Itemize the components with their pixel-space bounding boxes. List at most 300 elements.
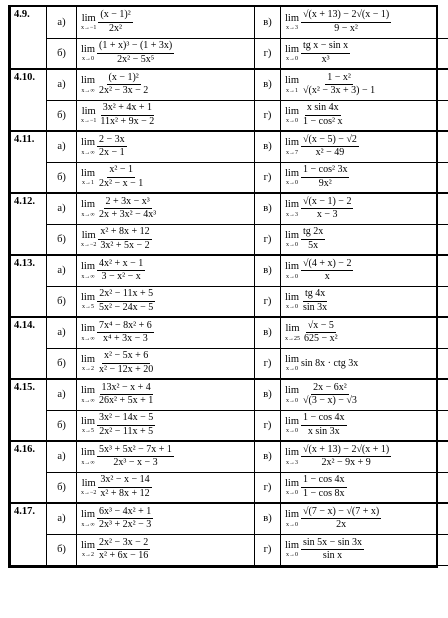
expression-cell	[77, 410, 255, 441]
lim-word: lim	[81, 447, 96, 458]
denominator: 1 − cos² x	[303, 115, 343, 127]
item-label: а)	[47, 131, 77, 162]
limit-expression	[77, 535, 254, 565]
numerator: 4x² + x − 1	[97, 259, 145, 272]
limit-operator	[81, 386, 95, 404]
problem-row	[11, 317, 448, 348]
item-label: а)	[47, 503, 77, 534]
item-label: б)	[47, 348, 77, 379]
denominator: 2x² − 3x − 2	[99, 85, 149, 97]
item-label: в)	[255, 379, 281, 410]
numerator: √x − 5	[306, 321, 336, 334]
denominator: 9 − x²	[334, 22, 358, 34]
lim-word: lim	[81, 261, 96, 272]
problem-group	[11, 379, 448, 441]
limit-approach: x→0	[286, 273, 298, 280]
limit-expression	[281, 287, 448, 317]
fraction	[301, 135, 359, 159]
limit-approach: x→−2	[81, 490, 97, 496]
limit-approach: x→25	[285, 335, 300, 342]
lim-word: lim	[81, 415, 96, 427]
numerator: 3x² − x − 14	[98, 475, 151, 488]
limit-expression	[281, 163, 448, 193]
limit-operator	[285, 169, 299, 187]
denominator: 625 − x²	[304, 333, 338, 345]
lim-word: lim	[285, 385, 300, 396]
problem-group	[11, 131, 448, 193]
item-label: а)	[47, 317, 77, 348]
item-label: б)	[47, 38, 77, 69]
denominator: 1 − cos 8x	[303, 487, 345, 499]
limit-operator	[285, 355, 299, 373]
fraction	[97, 135, 127, 159]
item-label: а)	[47, 255, 77, 286]
limit-approach: x→0	[286, 304, 298, 310]
denominator: 26x² + 5x + 1	[99, 395, 154, 407]
denominator: 2x + 3x² − 4x³	[99, 209, 157, 221]
problem-row	[11, 534, 448, 565]
fraction	[97, 165, 145, 189]
lim-word: lim	[285, 137, 300, 148]
limit-body: sin 8x · ctg 3x	[301, 357, 359, 369]
problem-number: 4.16.	[11, 441, 47, 503]
lim-word: lim	[285, 261, 300, 272]
fraction	[301, 445, 391, 469]
numerator: 1 − x²	[325, 73, 353, 86]
item-label: а)	[47, 193, 77, 224]
limit-expression	[77, 70, 254, 100]
problem-number: 4.17.	[11, 503, 47, 565]
limit-approach: x→0	[286, 521, 298, 528]
lim-word: lim	[81, 539, 96, 551]
limit-approach: x→∞	[81, 211, 95, 218]
limit-operator	[81, 200, 95, 218]
numerator: tg x − sin x	[301, 41, 350, 54]
fraction	[97, 538, 150, 562]
expression-cell	[281, 472, 448, 503]
lim-word: lim	[285, 539, 300, 551]
fraction	[98, 227, 151, 251]
limit-operator	[81, 417, 95, 435]
denominator: √(3 − x) − √3	[303, 395, 357, 407]
item-label: а)	[47, 441, 77, 472]
lim-word: lim	[285, 229, 300, 241]
limit-expression	[281, 7, 448, 38]
numerator: 1 − cos² 3x	[301, 165, 349, 178]
expression-cell	[281, 503, 448, 534]
lim-word: lim	[285, 447, 300, 458]
fraction	[301, 103, 344, 127]
fraction	[97, 73, 150, 97]
limit-expression	[77, 380, 254, 410]
denominator: 2x	[336, 519, 347, 531]
limit-expression	[281, 349, 448, 379]
limit-expression	[281, 39, 448, 69]
fraction	[301, 259, 353, 283]
lim-word: lim	[81, 477, 96, 489]
lim-word: lim	[285, 199, 300, 210]
item-label: б)	[47, 534, 77, 565]
item-label: б)	[47, 472, 77, 503]
numerator: √(4 + x) − 2	[301, 259, 353, 272]
numerator: 2 + 3x − x³	[104, 197, 152, 210]
item-label: а)	[47, 69, 77, 100]
denominator: x² − 12x + 20	[99, 363, 154, 375]
problem-group	[11, 69, 448, 131]
expression-cell	[77, 472, 255, 503]
numerator: √(7 − x) − √(7 + x)	[301, 507, 381, 520]
problem-number: 4.10.	[11, 69, 47, 131]
fraction	[97, 351, 155, 375]
limit-expression	[281, 473, 448, 503]
problem-row	[11, 441, 448, 472]
limit-approach: x→3	[286, 25, 298, 31]
denominator: sin 3x	[303, 301, 328, 313]
limit-approach: x→−1	[81, 25, 97, 31]
limit-approach: x→0	[286, 242, 298, 248]
denominator: 2x² − 5x⁵	[117, 53, 155, 65]
expression-cell	[77, 131, 255, 162]
lim-word: lim	[81, 291, 96, 303]
expression-cell	[77, 38, 255, 69]
numerator: 5x³ + 5x² − 7x + 1	[97, 445, 174, 458]
lim-word: lim	[285, 105, 300, 117]
expression-cell	[281, 317, 448, 348]
item-label: г)	[255, 162, 281, 193]
limit-operator	[81, 479, 96, 497]
problem-number: 4.9.	[11, 7, 47, 69]
limit-approach: x→∞	[81, 397, 95, 404]
lim-word: lim	[81, 509, 96, 520]
fraction	[301, 227, 325, 251]
expression-cell	[77, 100, 255, 131]
limit-approach: x→3	[286, 459, 298, 466]
limit-approach: x→1	[82, 180, 94, 186]
limit-approach: x→∞	[81, 521, 95, 528]
problem-row	[11, 348, 448, 379]
denominator: 2x − 1	[99, 147, 125, 159]
item-label: в)	[255, 131, 281, 162]
numerator: √(x − 5) − √2	[301, 135, 359, 148]
fraction	[98, 475, 151, 499]
limit-operator	[285, 200, 299, 218]
lim-word: lim	[285, 75, 300, 86]
fraction	[97, 445, 174, 469]
limit-expression	[281, 318, 448, 348]
expression-cell	[77, 503, 255, 534]
expression-cell	[77, 224, 255, 255]
limit-expression	[77, 132, 254, 162]
problem-row	[11, 379, 448, 410]
limit-operator	[81, 262, 95, 280]
numerator: x² − 1	[107, 165, 135, 178]
limit-expression	[281, 194, 448, 224]
fraction	[98, 10, 132, 34]
limit-expression	[77, 256, 254, 286]
numerator: sin 5x − sin 3x	[301, 538, 364, 551]
expression-cell	[77, 286, 255, 317]
problem-row	[11, 38, 448, 69]
problem-row	[11, 255, 448, 286]
limit-approach: x→0	[286, 180, 298, 186]
expression-cell	[281, 100, 448, 131]
limit-expression	[77, 442, 254, 472]
limit-expression	[77, 504, 254, 534]
limit-expression	[77, 101, 254, 131]
denominator: x⁴ + 3x − 3	[103, 333, 148, 345]
expression-cell	[281, 534, 448, 565]
limit-operator	[285, 448, 299, 466]
lim-word: lim	[81, 43, 96, 55]
problem-row	[11, 224, 448, 255]
limit-approach: x→∞	[81, 87, 95, 94]
limit-approach: x→0	[286, 118, 298, 124]
fraction	[97, 413, 155, 437]
fraction	[301, 475, 346, 499]
limit-operator	[285, 324, 300, 342]
lim-word: lim	[285, 509, 300, 520]
denominator: 3x² + 5x − 2	[100, 239, 150, 251]
expression-cell	[77, 379, 255, 410]
expression-cell	[281, 224, 448, 255]
limit-operator	[285, 45, 299, 63]
limit-approach: x→3	[286, 211, 298, 218]
expression-cell	[77, 7, 255, 38]
limit-operator	[81, 169, 95, 187]
limit-approach: x→0	[82, 56, 94, 62]
limit-expression	[77, 287, 254, 317]
lim-word: lim	[81, 199, 96, 210]
numerator: tg 2x	[301, 227, 325, 240]
fraction	[97, 259, 145, 283]
limit-expression	[77, 318, 254, 348]
lim-word: lim	[81, 105, 96, 117]
expression-cell	[281, 410, 448, 441]
limit-approach: x→∞	[81, 335, 95, 342]
item-label: г)	[255, 286, 281, 317]
problem-number: 4.14.	[11, 317, 47, 379]
problem-row	[11, 131, 448, 162]
expression-cell	[281, 348, 448, 379]
item-label: г)	[255, 534, 281, 565]
limit-operator	[285, 76, 299, 94]
problem-row	[11, 193, 448, 224]
denominator: 2x² − 9x + 9	[321, 457, 371, 469]
item-label: г)	[255, 224, 281, 255]
limit-expression	[77, 39, 254, 69]
lim-word: lim	[285, 43, 300, 55]
fraction	[301, 41, 350, 65]
limit-expression	[281, 442, 448, 472]
limit-expression	[77, 194, 254, 224]
fraction	[301, 289, 329, 313]
limit-expression	[281, 504, 448, 534]
limit-operator	[81, 231, 96, 249]
limit-operator	[81, 45, 95, 63]
fraction	[97, 41, 174, 65]
item-label: б)	[47, 162, 77, 193]
item-label: в)	[255, 69, 281, 100]
denominator: 2x² − x − 1	[99, 177, 144, 189]
expression-cell	[281, 38, 448, 69]
numerator: tg 4x	[303, 289, 327, 302]
limit-operator	[285, 107, 299, 125]
denominator: √(x² − 3x + 3) − 1	[303, 85, 376, 97]
numerator: (x − 1)²	[98, 10, 132, 23]
lim-word: lim	[285, 353, 300, 365]
denominator: x² − 49	[315, 147, 345, 159]
limit-expression	[281, 380, 448, 410]
fraction	[301, 197, 353, 221]
denominator: x² + 8x + 12	[100, 487, 150, 499]
numerator: 13x² − x + 4	[100, 383, 153, 396]
fraction	[301, 73, 377, 97]
limit-approach: x→∞	[81, 149, 95, 156]
item-label: б)	[47, 286, 77, 317]
numerator: √(x + 13) − 2√(x + 1)	[301, 445, 391, 458]
limit-operator	[285, 541, 299, 559]
limit-approach: x→5	[82, 304, 94, 310]
limit-operator	[81, 324, 95, 342]
denominator: 2x²	[109, 22, 123, 34]
denominator: x³	[321, 53, 330, 65]
limit-approach: x→1	[286, 87, 298, 94]
limit-approach: x→2	[82, 552, 94, 559]
item-label: в)	[255, 317, 281, 348]
problem-row	[11, 100, 448, 131]
denominator: 3 − x² − x	[101, 271, 141, 283]
problem-row	[11, 503, 448, 534]
denominator: sin x	[322, 550, 343, 561]
numerator: 7x⁴ − 8x² + 6	[97, 321, 154, 334]
item-label: б)	[47, 224, 77, 255]
expression-cell	[77, 69, 255, 100]
fraction	[301, 165, 349, 189]
fraction	[97, 383, 155, 407]
fraction	[97, 321, 154, 345]
expression-cell	[281, 7, 448, 38]
numerator: 2x² − 11x + 5	[97, 289, 155, 302]
numerator: x² − 5x + 6	[102, 351, 150, 364]
limit-expression	[281, 256, 448, 286]
fraction	[97, 289, 155, 313]
item-label: в)	[255, 7, 281, 38]
denominator: 2x² − 11x + 5	[99, 425, 154, 437]
limit-approach: x→2	[82, 366, 94, 372]
limit-operator	[81, 76, 95, 94]
denominator: 9x²	[318, 177, 332, 189]
numerator: √(x + 13) − 2√(x − 1)	[301, 10, 391, 23]
fraction	[301, 383, 359, 407]
limit-approach: x→0	[286, 56, 298, 62]
limit-operator	[285, 293, 299, 311]
denominator: 11x² + 9x − 2	[100, 115, 155, 127]
numerator: 1 − cos 4x	[301, 413, 346, 426]
problem-row	[11, 472, 448, 503]
limit-operator	[81, 293, 95, 311]
problem-number: 4.13.	[11, 255, 47, 317]
limit-operator	[81, 355, 95, 373]
expression-cell	[281, 255, 448, 286]
denominator: x² + 6x − 16	[99, 550, 149, 561]
limit-operator	[81, 448, 95, 466]
problem-row	[11, 410, 448, 441]
limit-approach: x→0	[286, 490, 298, 496]
problem-group	[11, 441, 448, 503]
expression-cell	[281, 193, 448, 224]
fraction	[301, 507, 381, 531]
expression-cell	[281, 131, 448, 162]
expression-cell	[281, 162, 448, 193]
expression-cell	[281, 441, 448, 472]
item-label: г)	[255, 100, 281, 131]
problem-group	[11, 317, 448, 379]
expression-cell	[77, 348, 255, 379]
limit-approach: x→−1	[81, 118, 97, 124]
lim-word: lim	[285, 291, 300, 303]
lim-word: lim	[285, 12, 300, 24]
lim-word: lim	[81, 167, 96, 179]
limit-operator	[285, 479, 299, 497]
denominator: 2x³ − x − 3	[113, 457, 158, 469]
item-label: г)	[255, 472, 281, 503]
item-label: б)	[47, 100, 77, 131]
expression-cell	[281, 69, 448, 100]
limit-expression	[77, 473, 254, 503]
limit-approach: x→−2	[81, 242, 97, 248]
item-label: а)	[47, 379, 77, 410]
problem-number: 4.15.	[11, 379, 47, 441]
limit-expression	[281, 132, 448, 162]
lim-word: lim	[81, 229, 96, 241]
limit-expression	[77, 349, 254, 379]
problem-group	[11, 255, 448, 317]
item-label: в)	[255, 503, 281, 534]
item-label: в)	[255, 193, 281, 224]
problem-group	[11, 7, 448, 69]
fraction	[301, 413, 346, 437]
problem-number: 4.12.	[11, 193, 47, 255]
limit-approach: x→∞	[81, 459, 95, 466]
limit-operator	[81, 510, 95, 528]
lim-word: lim	[285, 477, 300, 489]
numerator: 2x² − 3x − 2	[97, 538, 150, 551]
fraction	[301, 10, 391, 34]
item-label: г)	[255, 348, 281, 379]
numerator: 3x² + 4x + 1	[101, 103, 154, 116]
lim-word: lim	[81, 12, 96, 24]
numerator: √(x − 1) − 2	[301, 197, 353, 210]
limit-operator	[81, 541, 95, 559]
limit-approach: x→0	[286, 428, 298, 434]
numerator: (x − 1)²	[107, 73, 141, 86]
numerator: x sin 4x	[305, 103, 341, 116]
limit-operator	[285, 231, 299, 249]
numerator: (1 + x)³ − (1 + 3x)	[97, 41, 174, 54]
denominator: 2x³ + 2x² − 3	[99, 519, 152, 531]
expression-cell	[77, 317, 255, 348]
item-label: в)	[255, 441, 281, 472]
denominator: 5x² − 24x − 5	[99, 301, 154, 313]
fraction	[97, 507, 153, 531]
expression-cell	[77, 441, 255, 472]
denominator: x − 3	[316, 209, 338, 221]
expression-cell	[281, 379, 448, 410]
item-label: г)	[255, 38, 281, 69]
lim-word: lim	[81, 323, 96, 334]
numerator: 1 − cos 4x	[301, 475, 346, 488]
numerator: 3x² − 14x − 5	[97, 413, 155, 426]
